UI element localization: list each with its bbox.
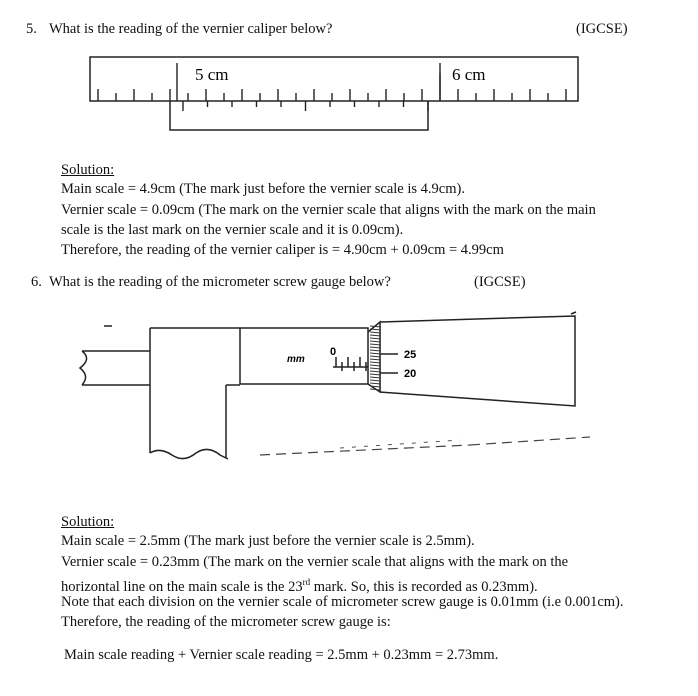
thimble-25-label: 25 [404, 349, 417, 361]
q6-tag: (IGCSE) [474, 274, 526, 290]
label-5cm: 5 cm [195, 65, 229, 84]
q6-line-3-rest: mark. So, this is recorded as 0.23mm). [310, 578, 538, 595]
q6-final-line: Main scale reading + Vernier scale reading = 2.5mm + 0.23mm = 2.73mm. [64, 647, 499, 663]
q5-line-3: scale is the last mark on the vernier scale and it is 0.09cm). [61, 222, 404, 238]
thimble-knurl-line [370, 341, 381, 342]
q5-solution-heading: Solution: [61, 162, 115, 178]
thimble-knurl-line [370, 326, 381, 327]
q6-line-1: Main scale = 2.5mm (The mark just before the vernier scale is 2.5mm). [61, 533, 475, 549]
thimble-knurl-line [370, 383, 381, 384]
q6-question: What is the reading of the micrometer screw gauge below? [49, 274, 391, 290]
thimble-knurl-line [370, 365, 381, 366]
thimble-knurl-line [370, 338, 381, 339]
q6-line-3-start: horizontal line on the main scale is the 23 [61, 578, 303, 595]
thimble-knurl-line [370, 353, 381, 354]
thimble-knurl-line [370, 377, 381, 378]
thimble-knurl-line [370, 374, 381, 375]
thimble-knurl-line [370, 356, 381, 357]
q5-line-1: Main scale = 4.9cm (The mark just before the vernier scale is 4.9cm). [61, 181, 465, 197]
thimble-knurl-line [370, 368, 381, 369]
q6-line-5: Therefore, the reading of the micrometer screw gauge is: [61, 614, 391, 630]
q6-solution-heading: Solution: [61, 514, 115, 530]
thimble-knurl-line [370, 335, 381, 336]
label-6cm: 6 cm [452, 65, 486, 84]
q5-tag: (IGCSE) [576, 21, 628, 37]
q5-number: 5. [26, 21, 37, 37]
thimble-knurl-line [370, 344, 381, 345]
q5-line-4: Therefore, the reading of the vernier caliper is = 4.90cm + 0.09cm = 4.99cm [61, 242, 504, 258]
q6-number: 6. [31, 274, 42, 290]
thimble-knurl-line [370, 359, 381, 360]
thimble-knurl-line [370, 389, 381, 390]
thimble-knurl-line [370, 380, 381, 381]
thimble-knurl-line [370, 350, 381, 351]
thimble-knurl-line [370, 347, 381, 348]
thimble-knurl-line [370, 371, 381, 372]
q5-line-2: Vernier scale = 0.09cm (The mark on the vernier scale that aligns with the mark on the main [61, 202, 596, 218]
thimble-knurl-line [370, 362, 381, 363]
thimble-knurl-line [370, 386, 381, 387]
zero-label: 0 [330, 346, 337, 358]
thimble-knurl-line [370, 332, 381, 333]
q6-line-2: Vernier scale = 0.23mm (The mark on the vernier scale that aligns with the mark on the [61, 554, 569, 570]
q5-question: What is the reading of the vernier caliper below? [49, 21, 333, 37]
thimble-20-label: 20 [404, 368, 417, 380]
thimble-knurl-line [370, 329, 381, 330]
q6-line-3-sup: rd [302, 577, 311, 587]
mm-label: mm [287, 354, 305, 365]
q6-line-4: Note that each division on the vernier scale of micrometer screw gauge is 0.01mm (i.e 0.001cm). [61, 594, 624, 610]
